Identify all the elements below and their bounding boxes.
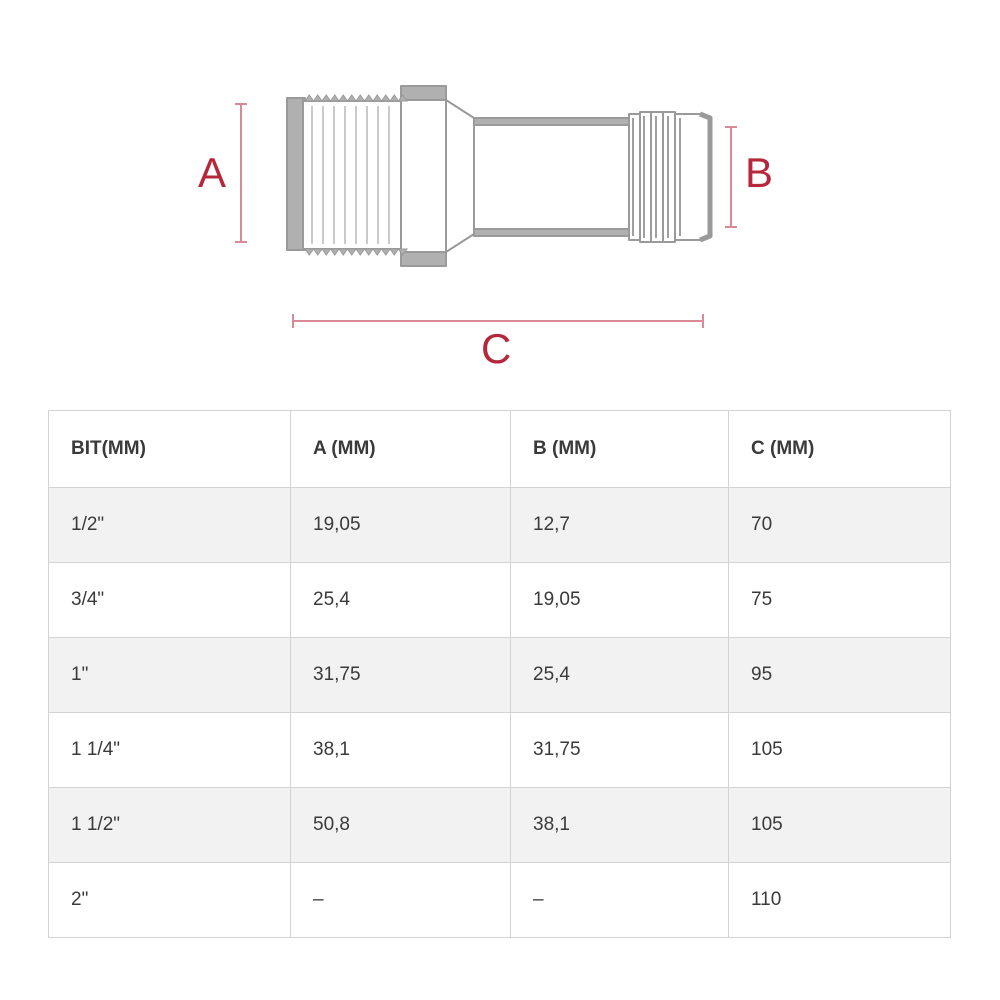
table-row xyxy=(49,563,951,638)
thread-tooth xyxy=(305,249,314,255)
thread-tooth xyxy=(348,95,357,101)
cell-a: – xyxy=(291,863,511,938)
header-bit: BIT(MM) xyxy=(49,411,291,488)
thread-tooth xyxy=(365,95,374,101)
cell-a: 19,05 xyxy=(291,488,511,563)
cell-bit: 1/2" xyxy=(49,488,291,563)
dimension-a-label: A xyxy=(198,149,227,196)
thread-tooth xyxy=(356,249,365,255)
thread-tooth xyxy=(314,249,323,255)
thread-tooth xyxy=(314,95,323,101)
thread-tooth xyxy=(331,249,340,255)
cell-c: 95 xyxy=(729,638,951,713)
cell-bit: 1 1/2" xyxy=(49,788,291,863)
thread-tooth xyxy=(382,95,391,101)
cell-c: 105 xyxy=(729,788,951,863)
cell-a: 31,75 xyxy=(291,638,511,713)
header-c: C (MM) xyxy=(729,411,951,488)
thread-tooth xyxy=(339,249,348,255)
table-row xyxy=(49,488,951,563)
thread-tooth xyxy=(373,95,382,101)
header-b: B (MM) xyxy=(511,411,729,488)
cell-b: 31,75 xyxy=(511,713,729,788)
cell-b: – xyxy=(511,863,729,938)
thread-tooth xyxy=(322,95,331,101)
thread-tooth xyxy=(348,249,357,255)
fitting-body xyxy=(287,86,710,266)
thread-tooth xyxy=(382,249,391,255)
cell-a: 38,1 xyxy=(291,713,511,788)
header-a: A (MM) xyxy=(291,411,511,488)
cell-a: 25,4 xyxy=(291,563,511,638)
thread-tooth xyxy=(365,249,374,255)
cell-bit: 1" xyxy=(49,638,291,713)
cell-bit: 2" xyxy=(49,863,291,938)
table-row xyxy=(49,863,951,938)
dimension-a-line xyxy=(235,104,247,242)
table-header-row xyxy=(49,411,951,488)
dimensions-table xyxy=(48,410,951,938)
dimension-c-label: C xyxy=(481,325,512,372)
cell-b: 25,4 xyxy=(511,638,729,713)
cell-bit: 3/4" xyxy=(49,563,291,638)
cell-b: 19,05 xyxy=(511,563,729,638)
cell-c: 75 xyxy=(729,563,951,638)
cell-c: 110 xyxy=(729,863,951,938)
cell-b: 12,7 xyxy=(511,488,729,563)
cell-a: 50,8 xyxy=(291,788,511,863)
cell-c: 105 xyxy=(729,713,951,788)
thread-tooth xyxy=(390,249,399,255)
thread-tooth xyxy=(305,95,314,101)
table-row xyxy=(49,713,951,788)
dimension-b-line xyxy=(725,127,737,227)
thread-tooth xyxy=(356,95,365,101)
thread-tooth xyxy=(322,249,331,255)
fitting-diagram xyxy=(0,0,1000,400)
cell-bit: 1 1/4" xyxy=(49,713,291,788)
cell-b: 38,1 xyxy=(511,788,729,863)
dimension-b-label: B xyxy=(745,149,774,196)
thread-tooth xyxy=(331,95,340,101)
thread-tooth xyxy=(373,249,382,255)
thread-tooth xyxy=(339,95,348,101)
table-row xyxy=(49,788,951,863)
thread-tooth xyxy=(390,95,399,101)
cell-c: 70 xyxy=(729,488,951,563)
table-row xyxy=(49,638,951,713)
